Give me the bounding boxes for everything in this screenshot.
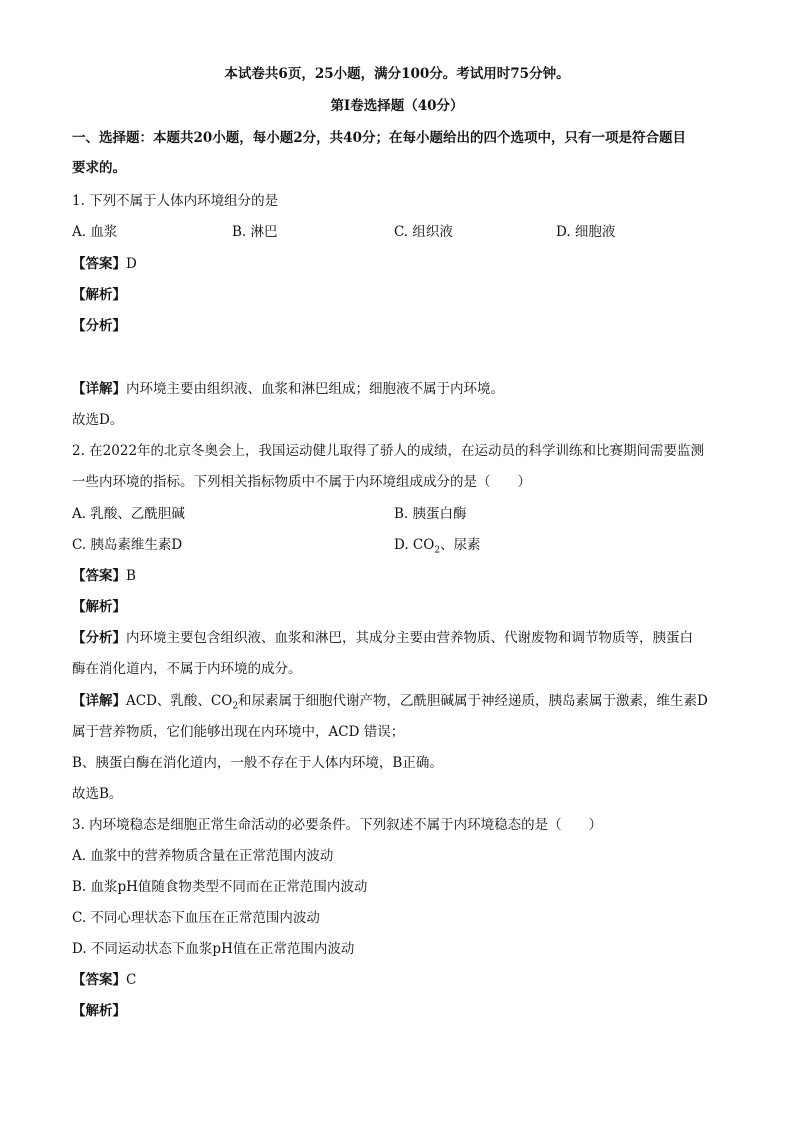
q2-detail-line-1 <box>72 691 708 711</box>
q1-option-a: A. 血浆 <box>72 224 118 240</box>
q2-detail-line-3: B、胰蛋白酶在消化道内，一般不存在于人体内环境，B正确。 <box>72 755 443 771</box>
q1-option-b: B. 淋巴 <box>232 224 278 240</box>
instruction-line-2: 要求的。 <box>72 160 126 176</box>
q1-detail <box>72 379 504 399</box>
q1-stem: 1. 下列不属于人体内环境组分的是 <box>72 193 279 209</box>
answer-value: C <box>126 972 137 988</box>
section-title: 第I卷选择题（40分） <box>330 98 464 114</box>
q3-option-b: B. 血浆pH值随食物类型不同而在正常范围内波动 <box>72 879 368 895</box>
q3-answer <box>72 970 136 990</box>
answer-tag: 【答案】 <box>72 256 126 272</box>
q1-conclusion: 故选D。 <box>72 412 124 428</box>
q1-answer <box>72 254 137 274</box>
q2-detail-line-2: 属于营养物质，它们能够出现在内环境中，ACD 错误； <box>72 724 405 740</box>
q2-fenxi-line-1 <box>72 628 693 648</box>
q1-option-c: C. 组织液 <box>394 224 453 240</box>
fenxi-tag: 【分析】 <box>72 630 126 646</box>
q2-conclusion: 故选B。 <box>72 786 123 802</box>
exam-intro: 本试卷共6页，25小题，满分100分。考试用时75分钟。 <box>224 66 570 82</box>
answer-value: D <box>126 256 137 272</box>
detail-text: ACD、乳酸、CO <box>126 693 233 709</box>
co2-subscript: 2 <box>434 545 441 556</box>
q2-option-d <box>394 535 481 555</box>
q1-option-d: D. 细胞液 <box>556 224 616 240</box>
option-d-text-rest: 、尿素 <box>440 537 481 553</box>
q2-fenxi-line-2: 酶在消化道内，不属于内环境的成分。 <box>72 661 302 677</box>
q2-option-a: A. 乳酸、乙酰胆碱 <box>72 506 185 522</box>
q3-option-c: C. 不同心理状态下血压在正常范围内波动 <box>72 910 320 926</box>
q3-analysis-tag: 【解析】 <box>72 1003 126 1019</box>
q1-fenxi-tag: 【分析】 <box>72 318 126 334</box>
q2-stem-line-1: 2. 在2022年的北京冬奥会上，我国运动健儿取得了骄人的成绩，在运动员的科学训练和比赛期间需要监测 <box>72 443 705 459</box>
q1-analysis-tag: 【解析】 <box>72 287 126 303</box>
q2-answer <box>72 566 136 586</box>
answer-tag: 【答案】 <box>72 972 126 988</box>
q2-analysis-tag: 【解析】 <box>72 599 126 615</box>
q3-stem: 3. 内环境稳态是细胞正常生命活动的必要条件。下列叙述不属于内环境稳态的是（ ） <box>72 817 603 833</box>
fenxi-text: 内环境主要包含组织液、血浆和淋巴，其成分主要由营养物质、代谢废物和调节物质等，胰蛋白 <box>126 630 693 646</box>
detail-tag: 【详解】 <box>72 381 126 397</box>
q2-option-b: B. 胰蛋白酶 <box>394 506 467 522</box>
q2-stem-line-2: 一些内环境的指标。下列相关指标物质中不属于内环境组成成分的是（ ） <box>72 474 531 490</box>
q2-option-c: C. 胰岛素维生素D <box>72 537 183 553</box>
detail-text-rest: 和尿素属于细胞代谢产物，乙酰胆碱属于神经递质，胰岛素属于激素，维生素D <box>238 693 708 709</box>
detail-tag: 【详解】 <box>72 693 126 709</box>
q3-option-d: D. 不同运动状态下血浆pH值在正常范围内波动 <box>72 941 355 957</box>
option-d-text: D. CO <box>394 537 435 553</box>
instruction-line-1: 一、选择题：本题共20小题，每小题2分，共40分；在每小题给出的四个选项中，只有一项是符合题目 <box>72 130 686 146</box>
co2-subscript: 2 <box>232 701 239 712</box>
q3-option-a: A. 血浆中的营养物质含量在正常范围内波动 <box>72 848 334 864</box>
answer-value: B <box>126 568 136 584</box>
detail-text: 内环境主要由组织液、血浆和淋巴组成；细胞液不属于内环境。 <box>126 381 504 397</box>
answer-tag: 【答案】 <box>72 568 126 584</box>
